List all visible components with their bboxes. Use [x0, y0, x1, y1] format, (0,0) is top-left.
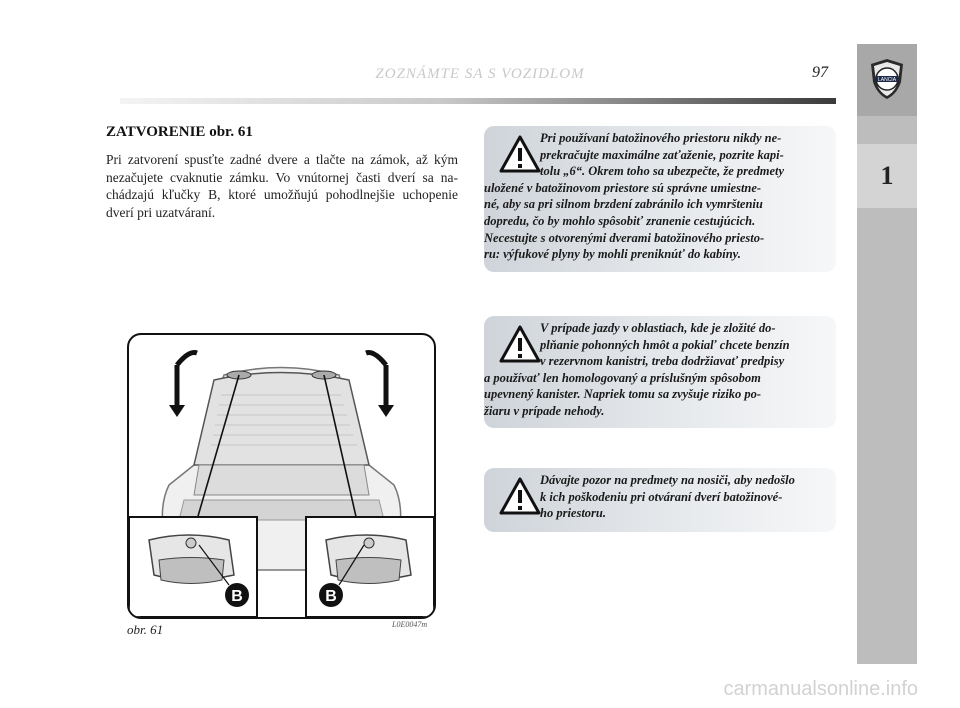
warning-line: a používať len homologovaný a príslušným spôsobom: [484, 370, 761, 385]
watermark: carmanualsonline.info: [723, 678, 918, 700]
warning-box-1: [484, 126, 836, 272]
figure-label-b-right: B: [325, 588, 337, 605]
warning-line: ru: výfukové plyny by mohli preniknúť do kabíny.: [484, 247, 741, 262]
warning-line: plňanie pohonných hmôt a pokiaľ chcete benzín: [540, 337, 790, 352]
warning-box-3: [484, 468, 836, 532]
warning-text-3: [484, 468, 805, 522]
car-trunk-illustration: [129, 335, 434, 617]
logo-box: [857, 44, 917, 116]
section-heading: ZATVORENIE obr. 61: [106, 124, 253, 140]
warning-line: Necestujte s otvorenými dverami batožinového priesto-: [484, 230, 765, 245]
warning-line: ho priestoru.: [540, 506, 606, 521]
warning-line: k ich poškodeniu pri otváraní dverí batožinové-: [540, 489, 783, 504]
warning-box-2: [484, 316, 836, 428]
warning-line: dopredu, čo by mohlo spôsobiť zranenie cestujúcich.: [484, 213, 756, 228]
warning-text-1: [484, 126, 794, 263]
chapter-sidebar: [857, 44, 917, 664]
warning-line: Pri používaní batožinového priestoru nikdy ne-: [540, 131, 782, 145]
warning-line: V prípade jazdy v oblastiach, kde je zložité do-: [540, 321, 776, 335]
warning-text-2: [484, 316, 800, 420]
warning-line: v rezervnom kanistri, treba dodržiavať predpisy: [540, 354, 785, 369]
page-header-title: ZOZNÁMTE SA S VOZIDLOM: [375, 66, 585, 82]
warning-line: uložené v batožinovom priestore sú správne umiestne-: [484, 180, 762, 195]
section-body-text: Pri zatvorení spusťte zadné dvere a tlačte na zámok, až kým nezačujete cvaknutie zámku. Vo vnútornej časti dverí sa na-chádzajú kľučky B, ktoré umožňujú pohodlnejšie uchopenie dverí pri uzatváraní.: [106, 152, 458, 220]
warning-line: tolu „6“. Okrem toho sa ubezpečte, že predmety: [540, 164, 785, 179]
warning-line: né, aby sa pri silnom brzdení zabránilo ich vymršteniu: [484, 197, 763, 212]
chapter-number[interactable]: 1: [857, 144, 917, 208]
figure-caption: obr. 61: [127, 622, 164, 637]
warning-line: žiaru v prípade nehody.: [484, 403, 605, 418]
figure-code: L0E0047m: [392, 620, 428, 629]
svg-text:LANCIA: LANCIA: [877, 77, 897, 83]
warning-line: prekračujte maximálne zaťaženie, pozrite kapi-: [540, 147, 784, 162]
warning-line: upevnený kanister. Napriek tomu sa zvyšuje riziko po-: [484, 387, 762, 402]
figure-illustration: [127, 333, 436, 619]
warning-line: Dávajte pozor na predmety na nosiči, aby nedošlo: [540, 473, 795, 487]
page-number: 97: [812, 64, 828, 81]
header-rule: [120, 98, 836, 104]
lancia-logo-icon: [869, 58, 905, 100]
figure-label-b-left: B: [231, 588, 243, 605]
